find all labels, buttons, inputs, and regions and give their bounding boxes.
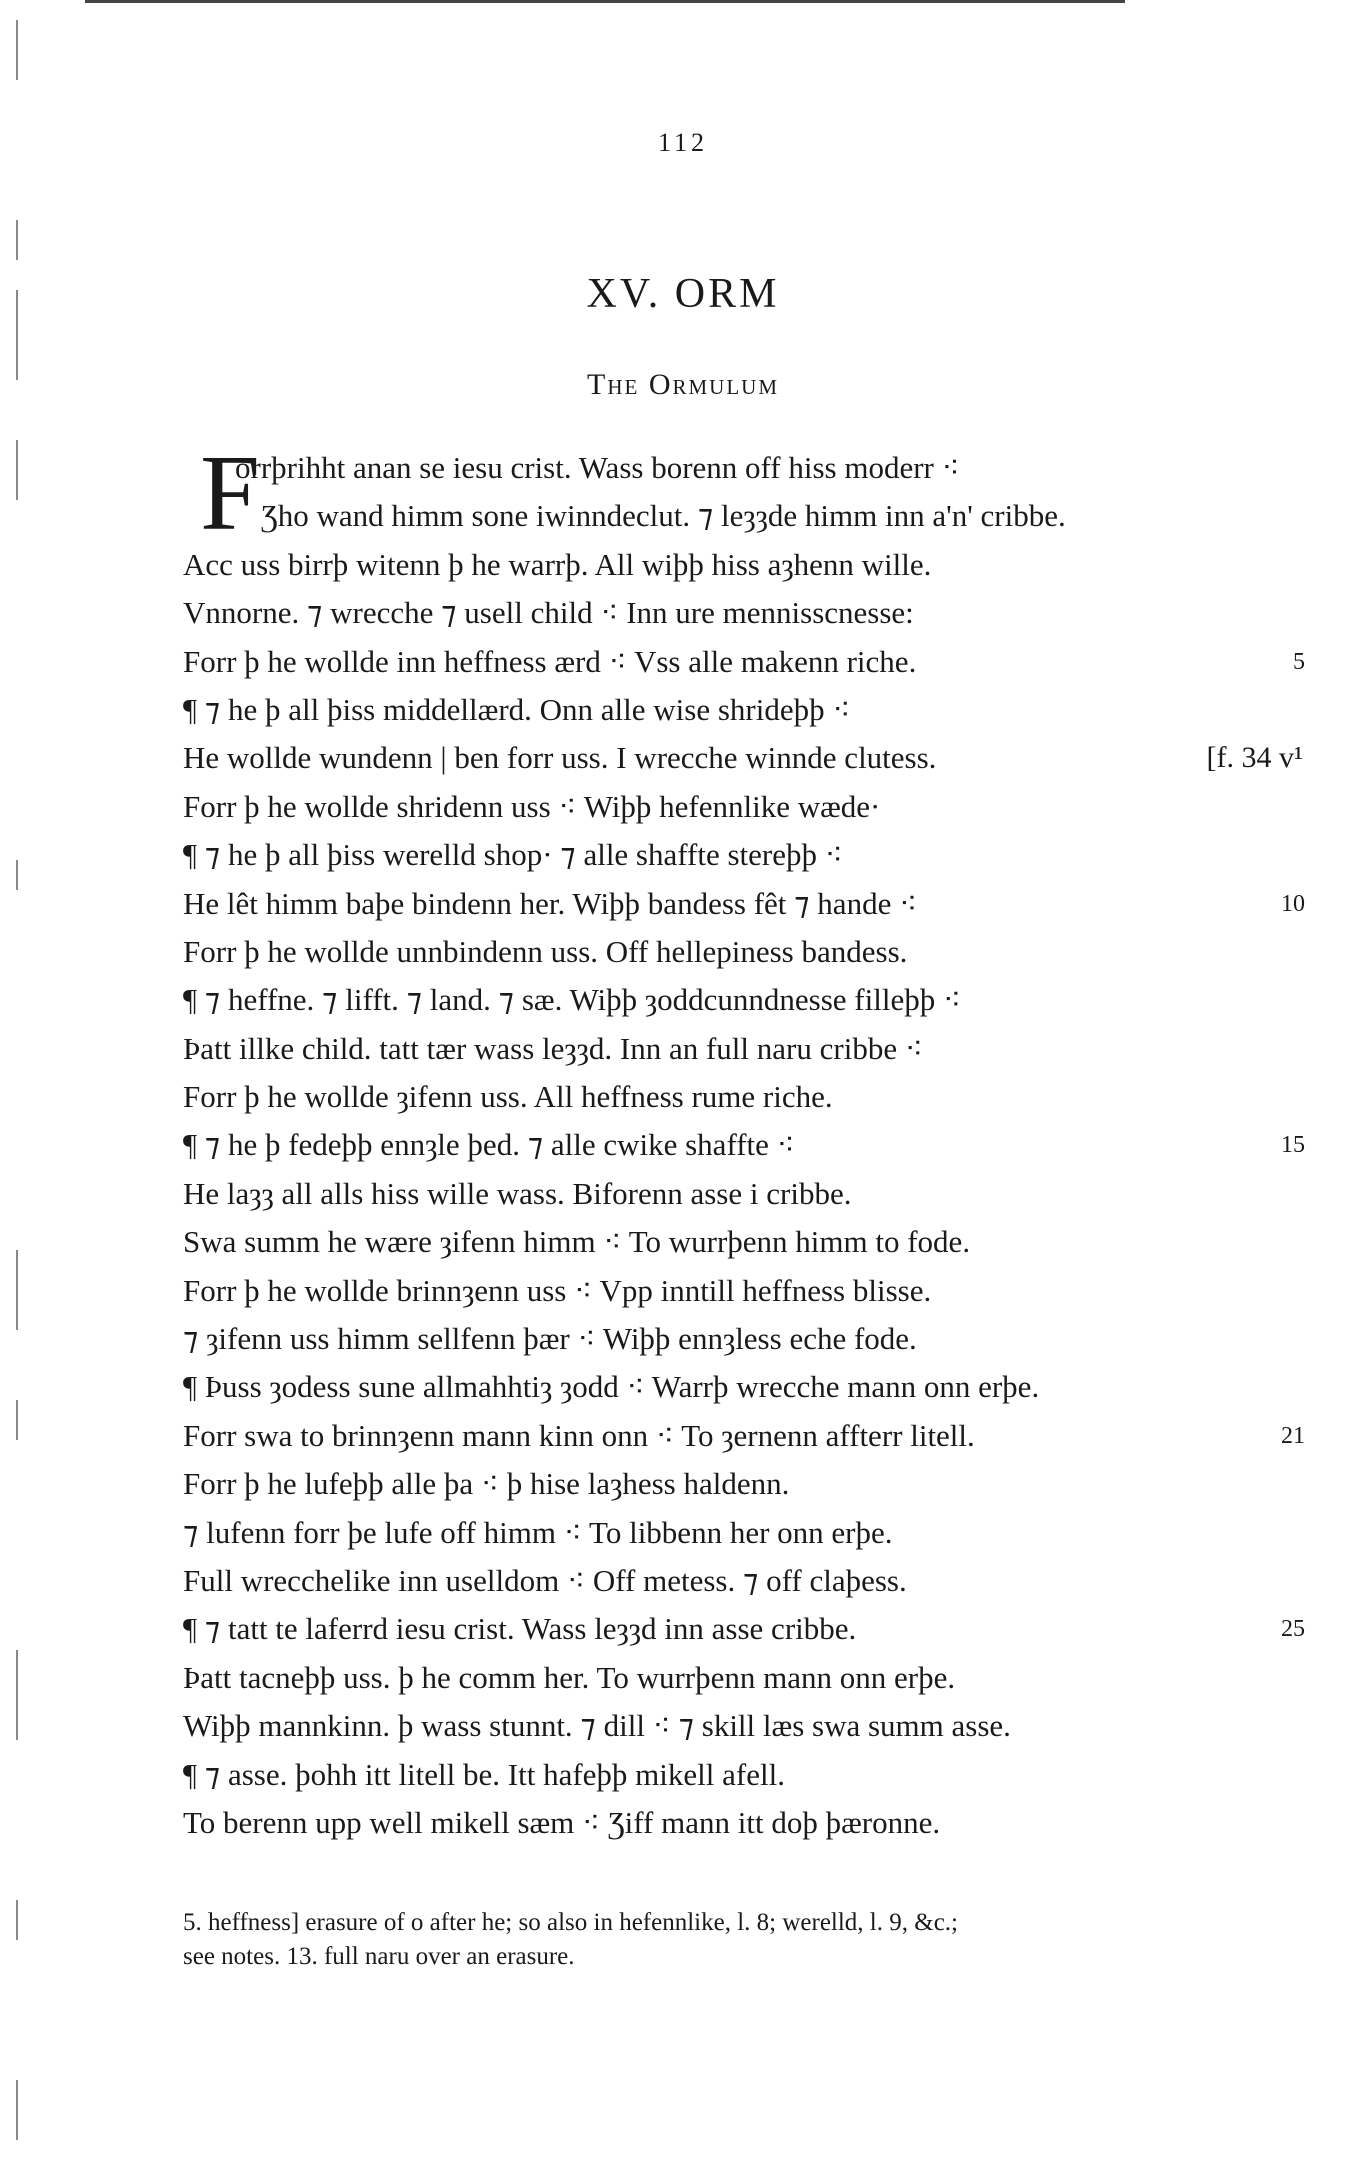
footnote-line: 5. heffness] erasure of o after he; so also in hefennlike, l. 8; werelld, l. 9, &c.; (183, 1909, 958, 1936)
poem-line (183, 638, 1333, 686)
poem-line (183, 1412, 1333, 1460)
poem-line-text: Swa summ he wære ȝifenn himm ⁖ To wurrþenn himm to fode. (183, 1224, 971, 1260)
poem-line-text: ¶ ⁊ he þ all þiss werelld shop· ⁊ alle shaffte stereþþ ⁖ (183, 837, 843, 873)
poem-line-text: ¶ Þuss ȝodess sune allmahhtiȝ ȝodd ⁖ Warrþ wrecche mann onn erþe. (183, 1369, 1040, 1405)
poem-line-text: To berenn upp well mikell sæm ⁖ Ʒiff mann itt doþ þæronne. (183, 1804, 941, 1840)
poem-line (183, 1121, 1333, 1169)
poem-line (183, 831, 1333, 879)
poem-line-text: Forr þ he wollde inn heffness ærd ⁖ Vss alle makenn riche. (183, 643, 917, 679)
poem-line (183, 1025, 1333, 1073)
poem-line (183, 928, 1333, 976)
poem-line-text: orrþrihht anan se iesu crist. Wass borenn off hiss moderr ⁖ (235, 450, 960, 485)
top-rule (85, 0, 1125, 3)
drop-cap: F (200, 434, 261, 553)
poem-line-text: Þatt tacneþþ uss. þ he comm her. To wurrþenn mann onn erþe. (183, 1659, 956, 1695)
line-number: 5 (1293, 648, 1305, 675)
poem-line (183, 1557, 1333, 1605)
poem-line (183, 976, 1333, 1024)
poem-line (183, 686, 1333, 734)
poem-line-text: Þatt illke child. tatt tær wass leȝȝd. Inn an full naru cribbe ⁖ (183, 1030, 923, 1066)
binding-edge-marks (6, 0, 36, 2184)
poem-line-text: Forr þ he wollde unnbindenn uss. Off hellepiness bandess. (183, 933, 908, 969)
poem-line (183, 1170, 1333, 1218)
footnotes (183, 1906, 1333, 1974)
poem-line (183, 880, 1333, 928)
poem-line (183, 1751, 1333, 1799)
poem-line-text: Full wrecchelike inn uselldom ⁖ Off metess. ⁊ off claþess. (183, 1562, 907, 1598)
poem-line-text: ¶ ⁊ asse. þohh itt litell be. Itt hafeþþ mikell afell. (183, 1756, 785, 1792)
poem-line (183, 589, 1333, 637)
poem-text (183, 434, 1333, 1847)
section-subtitle: The Ormulum (587, 368, 779, 401)
poem-line (183, 1460, 1333, 1508)
poem-line-text: ¶ ⁊ tatt te laferrd iesu crist. Wass leȝȝd inn asse cribbe. (183, 1611, 857, 1647)
poem-line (183, 1654, 1333, 1702)
poem-line-text: Ʒho wand himm sone iwinndeclut. ⁊ leȝȝde himm inn a'n' cribbe. (261, 498, 1066, 534)
poem-line (183, 1267, 1333, 1315)
poem-line-text: ⁊ ȝifenn uss himm sellfenn þær ⁖ Wiþþ ennȝless eche fode. (183, 1321, 917, 1357)
line-number: 21 (1281, 1422, 1305, 1449)
poem-line-text: He laȝȝ all alls hiss wille wass. Biforenn asse i cribbe. (183, 1175, 852, 1211)
poem-line-text: He wollde wundenn | ben forr uss. I wrecche winnde clutess. (183, 740, 937, 776)
poem-line (183, 1605, 1333, 1653)
poem-line (183, 1799, 1333, 1847)
poem-line-text: Forr þ he wollde ȝifenn uss. All heffness rume riche. (183, 1079, 833, 1115)
line-number: 25 (1281, 1616, 1305, 1643)
poem-line (183, 783, 1333, 831)
poem-line (183, 1363, 1333, 1411)
poem-line (183, 1509, 1333, 1557)
poem-line-text: He lêt himm baþe bindenn her. Wiþþ bandess fêt ⁊ hande ⁖ (183, 885, 918, 921)
poem-line (183, 734, 1333, 782)
poem-line-text: ¶ ⁊ he þ all þiss middellærd. Onn alle wise shrideþþ ⁖ (183, 691, 851, 727)
poem-line (183, 1315, 1333, 1363)
poem-line (183, 1218, 1333, 1266)
poem-line-text: Vnnorne. ⁊ wrecche ⁊ usell child ⁖ Inn ure mennisscnesse: (183, 595, 914, 631)
poem-line-text: ¶ ⁊ he þ fedeþþ ennȝle þed. ⁊ alle cwike shaffte ⁖ (183, 1127, 795, 1163)
footnote-line: see notes. 13. full naru over an erasure. (183, 1943, 575, 1970)
poem-line-text: Wiþþ mannkinn. þ wass stunnt. ⁊ dill ⁖ ⁊ skill læs swa summ asse. (183, 1708, 1011, 1744)
page-number: 112 (657, 128, 709, 157)
poem-line-text: Forr þ he wollde brinnȝenn uss ⁖ Vpp inntill heffness blisse. (183, 1272, 932, 1308)
folio-reference: [f. 34 v¹ (1206, 741, 1303, 775)
poem-line-text: Forr þ he wollde shridenn uss ⁖ Wiþþ hefennlike wæde· (183, 788, 881, 824)
section-title: XV. ORM (586, 271, 780, 317)
line-number: 15 (1281, 1132, 1305, 1159)
poem-line-text: Forr þ he lufeþþ alle þa ⁖ þ hise laȝhess haldenn. (183, 1466, 790, 1502)
poem-line-text: Forr swa to brinnȝenn mann kinn onn ⁖ To ȝernenn affterr litell. (183, 1417, 975, 1453)
poem-line-text: Acc uss birrþ witenn þ he warrþ. All wiþþ hiss aȝhenn wille. (183, 546, 932, 582)
poem-line (183, 492, 1333, 540)
poem-line (183, 1073, 1333, 1121)
poem-line (183, 444, 1333, 492)
poem-line-text: ¶ ⁊ heffne. ⁊ lifft. ⁊ land. ⁊ sæ. Wiþþ ȝoddcunndnesse filleþþ ⁖ (183, 982, 962, 1018)
poem-line (183, 541, 1333, 589)
poem-line (183, 1702, 1333, 1750)
poem-line-text: ⁊ lufenn forr þe lufe off himm ⁖ To libbenn her onn erþe. (183, 1514, 893, 1550)
line-number: 10 (1281, 890, 1305, 917)
